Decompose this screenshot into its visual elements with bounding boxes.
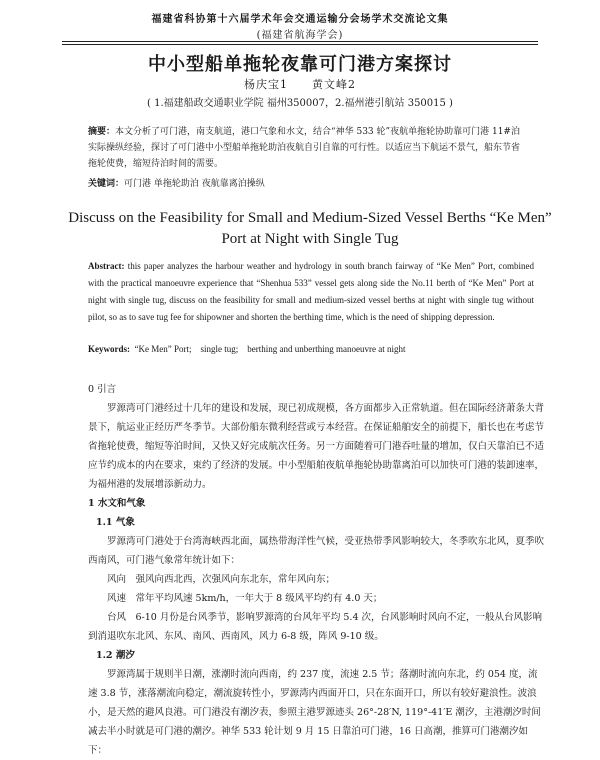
keywords-cn <box>88 176 528 189</box>
section-1-heading: 1 水文和气象 <box>88 498 146 509</box>
paper-title-cn: 中小型船单拖轮夜靠可门港方案探讨 <box>148 54 452 75</box>
abstract-en <box>88 258 534 326</box>
section-1-2-paragraph: 罗源湾属于规则半日潮，涨潮时流向西南，约 237 度，流速 2.5 节；落潮时流向东北，约 054 度，流速 3.8 节，涨落潮流向稳定，潮流旋转性小，罗源湾内西面开口，只在东面开口，所以有较好避浪性。波浪小，是天然的避风良港。可门港没有潮汐表，参照主港罗源迹头 26°-28′N, 119°-41′E 潮汐，主港潮汐时间减去半小时就是可门港的潮汐。神华 533 轮计划 9 月 15 日靠泊可门港，16 日高潮，推算可门港潮汐如下： <box>88 669 541 756</box>
section-0-paragraph: 罗源湾可门港经过十几年的建设和发展，现已初成规模，各方面都步入正常轨道。但在国际经济萧条大背景下，航运业正经历严冬季节。大部份船东微利经营或亏本经营。在保证船舶安全的前提下，船长也在考虑节省拖轮使费，缩短等泊时间，又快又好完成航次任务。另一方面随着可门港吞吐量的增加，仅白天靠泊已不适应节约成本的内在要求，束约了经济的发展。中小型船舶夜航单拖轮协助靠离泊可以加快可门港的装卸速率，为福州港的发展增添新动力。 <box>88 403 545 490</box>
section-1-1-paragraph: 罗源湾可门港处于台湾海峡西北面，属热带海洋性气候，受亚热带季风影响较大，冬季吹东北风，夏季吹西南风，可门港气象常年统计如下： <box>88 536 545 566</box>
abstract-en-label: Abstract: <box>88 261 125 271</box>
keywords-cn-text: 可门港 单拖轮助泊 夜航靠离泊操纵 <box>124 179 265 189</box>
affiliation: ( 1.福建船政交通职业学院 福州350007，2.福州港引航站 350015 ) <box>147 98 453 109</box>
wind-speed-line: 风速 常年平均风速 5km/h，一年大于 8 级风平均约有 4.0 天； <box>107 593 383 604</box>
authors: 杨庆宝1 黄文峰2 <box>244 78 356 91</box>
header-rule-top <box>62 41 538 42</box>
keywords-en-text: “Ke Men” Port; single tug; berthing and unberthing manoeuvre at night <box>134 344 406 354</box>
typhoon-paragraph: 台风 6-10 月份是台风季节，影响罗源湾的台风年平均 5.4 次，台风影响时风向不定，一般从台风影响到消退吹东北风、东风、南风、西南风，风力 6-8 级，阵风 9-10 级。 <box>88 612 543 642</box>
abstract-cn-text: 本文分析了可门港，南支航道，港口气象和水文，结合“神华 533 轮”夜航单拖轮协助靠可门港 11#泊实际操纵经验，探讨了可门港中小型船单拖轮助泊夜航自引自靠的可行性。以适应当下航运不景气，船东节省拖轮使费，缩短待泊时间的需要。 <box>88 127 521 169</box>
running-header-line1: 福建省科协第十六届学术年会交通运输分会场学术交流论文集 <box>151 14 449 25</box>
section-1-2-heading: 1.2 潮汐 <box>96 650 135 661</box>
keywords-en <box>88 342 534 355</box>
body-text <box>88 380 544 760</box>
paper-title-en <box>60 208 560 250</box>
title-en-line1: Discuss on the Feasibility for Small and Medium-Sized Vessel Berths “Ke Men” <box>68 210 552 226</box>
keywords-en-label: Keywords: <box>88 344 130 354</box>
running-header-line2: (福建省航海学会) <box>256 30 344 41</box>
wind-direction-line: 风向 强风向西北西，次强风向东北东，常年风向东； <box>107 574 336 585</box>
abstract-en-text: this paper analyzes the harbour weather and hydrology in south branch fairway of “Ke Men” Port, combined with the practical manoeuvre experience that “Shenhua 533” vessel gets along side the No.11 berth of “Ke Men” Port at night with single tug, discuss on the feasibility for small and medium-sized vessel berths at night with single tug without pilot, so as to save tug fee for shipowner and shorten the berthing time, which is the need of shipping depression. <box>88 261 535 322</box>
keywords-cn-label: 关键词： <box>88 179 125 189</box>
abstract-cn <box>88 124 528 172</box>
title-en-line2: Port at Night with Single Tug <box>221 231 399 247</box>
header-rule-bottom <box>62 44 538 45</box>
abstract-cn-label: 摘要： <box>88 127 116 137</box>
section-0-heading: 0 引言 <box>88 384 117 395</box>
section-1-1-heading: 1.1 气象 <box>96 517 135 528</box>
